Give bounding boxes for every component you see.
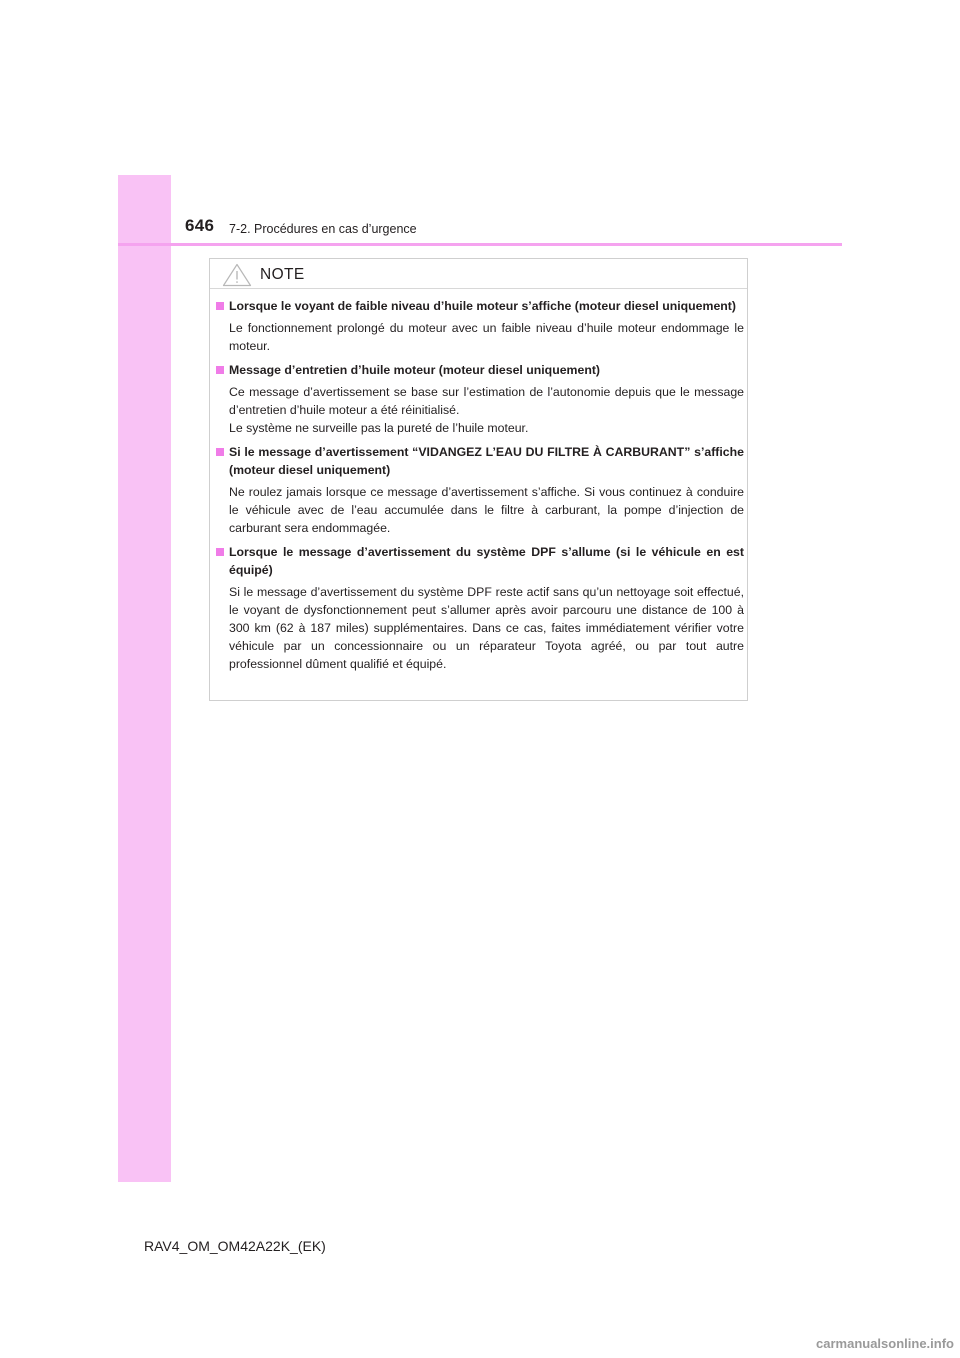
square-bullet-icon bbox=[216, 448, 224, 456]
page-number: 646 bbox=[185, 216, 215, 235]
watermark-text: carmanualsonline.info bbox=[816, 1336, 954, 1351]
note-item-title: Lorsque le message d’avertissement du système DPF s’allume (si le véhicule en est équipé) bbox=[229, 545, 744, 577]
document-code: RAV4_OM_OM42A22K_(EK) bbox=[144, 1238, 326, 1254]
square-bullet-icon bbox=[216, 366, 224, 374]
note-item-text: Le système ne surveille pas la pureté de l’huile moteur. bbox=[229, 421, 529, 435]
note-item bbox=[216, 297, 744, 355]
note-header bbox=[222, 262, 305, 288]
header-rule bbox=[118, 243, 842, 246]
note-item-title: Lorsque le voyant de faible niveau d’huile moteur s’affiche (moteur diesel uniquement) bbox=[229, 299, 737, 313]
note-item bbox=[216, 443, 744, 537]
note-item-title: Message d’entretien d’huile moteur (moteur diesel uniquement) bbox=[229, 363, 601, 377]
note-item-text: Le fonctionnement prolongé du moteur avec un faible niveau d’huile moteur endommage le moteur. bbox=[229, 321, 744, 353]
note-body bbox=[216, 297, 744, 679]
square-bullet-icon bbox=[216, 302, 224, 310]
note-item bbox=[216, 543, 744, 673]
square-bullet-icon bbox=[216, 548, 224, 556]
note-item-text: Ce message d’avertissement se base sur l’estimation de l’autonomie depuis que le message d’entretien d’huile moteur a été réinitialisé. bbox=[229, 385, 744, 417]
section-title: 7-2. Procédures en cas d’urgence bbox=[229, 222, 417, 236]
note-item-text: Si le message d’avertissement du système DPF reste actif sans qu’un nettoyage soit effectué, le voyant de dysfonctionnement peut s’allumer après avoir parcouru une distance de 100 à 300 km (62 à 187 miles) supplémentaires. Dans ce cas, faites immédiatement vérifier votre véhicule par un concessionnaire ou un réparateur Toyota agréé, ou par tout autre professionnel dûment qualifié et équipé. bbox=[229, 585, 744, 671]
chapter-sidebar-tab bbox=[118, 175, 171, 1182]
note-item-text: Ne roulez jamais lorsque ce message d’avertissement s’affiche. Si vous continuez à conduire le véhicule avec de l’eau accumulée dans le filtre à carburant, la pompe d’injection de carburant sera endommagée. bbox=[229, 485, 744, 535]
note-item-title: Si le message d’avertissement “VIDANGEZ L’EAU DU FILTRE À CARBURANT” s’affiche (moteur diesel uniquement) bbox=[229, 445, 744, 477]
note-box bbox=[209, 258, 748, 701]
note-divider bbox=[210, 288, 747, 289]
note-label: NOTE bbox=[260, 266, 305, 283]
warning-triangle-icon bbox=[222, 263, 252, 287]
note-item bbox=[216, 361, 744, 437]
